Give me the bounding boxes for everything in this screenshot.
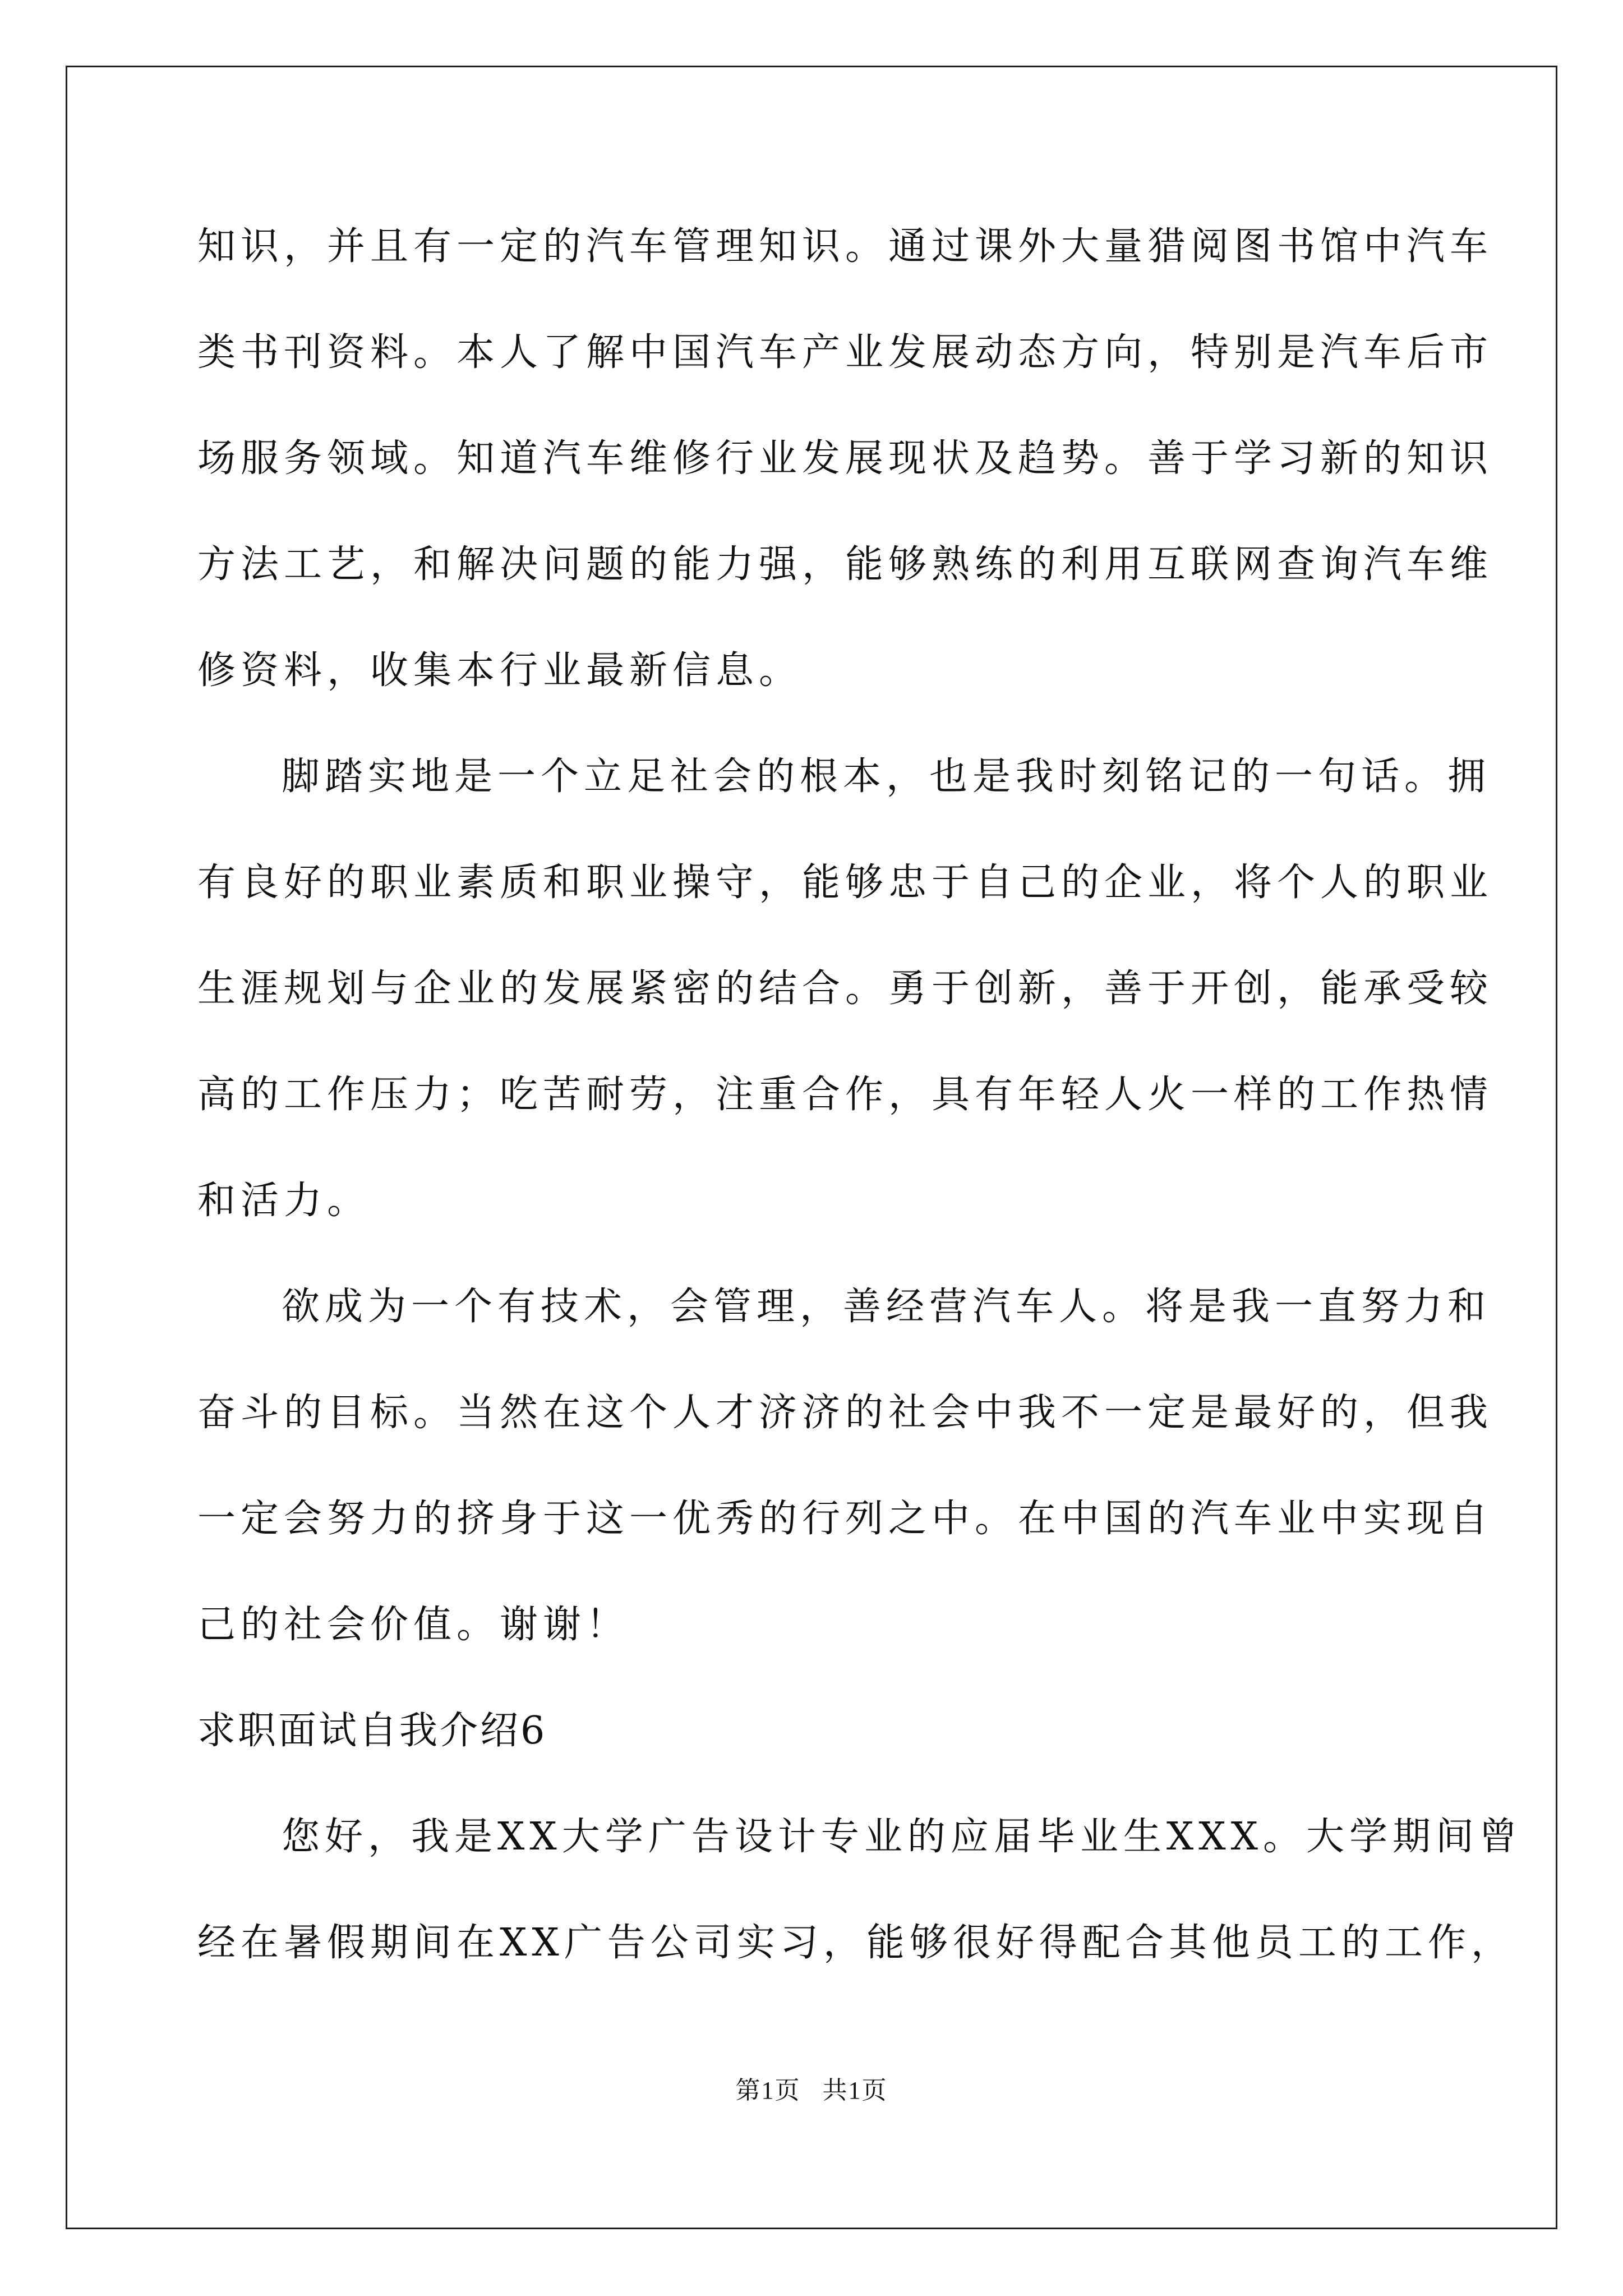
page-number: 第1页 — [735, 2077, 801, 2104]
page-total: 共1页 — [822, 2077, 888, 2104]
paragraph-line: 生涯规划与企业的发展紧密的结合。勇于创新，善于开创，能承受较 — [197, 967, 1493, 1011]
paragraph-line: 有良好的职业素质和职业操守，能够忠于自己的企业，将个人的职业 — [197, 861, 1493, 905]
section-heading: 求职面试自我介绍6 — [197, 1709, 547, 1753]
paragraph-line: 修资料，收集本行业最新信息。 — [197, 648, 803, 693]
paragraph-line: 高的工作压力；吃苦耐劳，注重合作，具有年轻人火一样的工作热情 — [197, 1073, 1493, 1117]
page-footer — [0, 2070, 1623, 2106]
paragraph-line: 知识，并且有一定的汽车管理知识。通过课外大量猎阅图书馆中汽车 — [197, 224, 1493, 269]
paragraph-line: 奋斗的目标。当然在这个人才济济的社会中我不一定是最好的，但我 — [197, 1391, 1493, 1435]
paragraph-line: 己的社会价值。谢谢！ — [197, 1603, 630, 1647]
paragraph-line: 一定会努力的挤身于这一优秀的行列之中。在中国的汽车业中实现自 — [197, 1497, 1493, 1541]
paragraph-line: 类书刊资料。本人了解中国汽车产业发展动态方向，特别是汽车后市 — [197, 330, 1493, 375]
paragraph-line: 方法工艺，和解决问题的能力强，能够熟练的利用互联网查询汽车维 — [197, 542, 1493, 587]
paragraph-line: 欲成为一个有技术，会管理，善经营汽车人。将是我一直努力和 — [282, 1285, 1491, 1329]
paragraph-line: 和活力。 — [197, 1179, 371, 1223]
paragraph-line: 经在暑假期间在XX广告公司实习，能够很好得配合其他员工的工作， — [197, 1921, 1514, 1965]
paragraph-line: 您好，我是XX大学广告设计专业的应届毕业生XXX。大学期间曾 — [282, 1815, 1523, 1859]
paragraph-line: 脚踏实地是一个立足社会的根本，也是我时刻铭记的一句话。拥 — [282, 754, 1491, 799]
paragraph-line: 场服务领域。知道汽车维修行业发展现状及趋势。善于学习新的知识 — [197, 436, 1493, 481]
document-body — [197, 205, 1523, 2007]
